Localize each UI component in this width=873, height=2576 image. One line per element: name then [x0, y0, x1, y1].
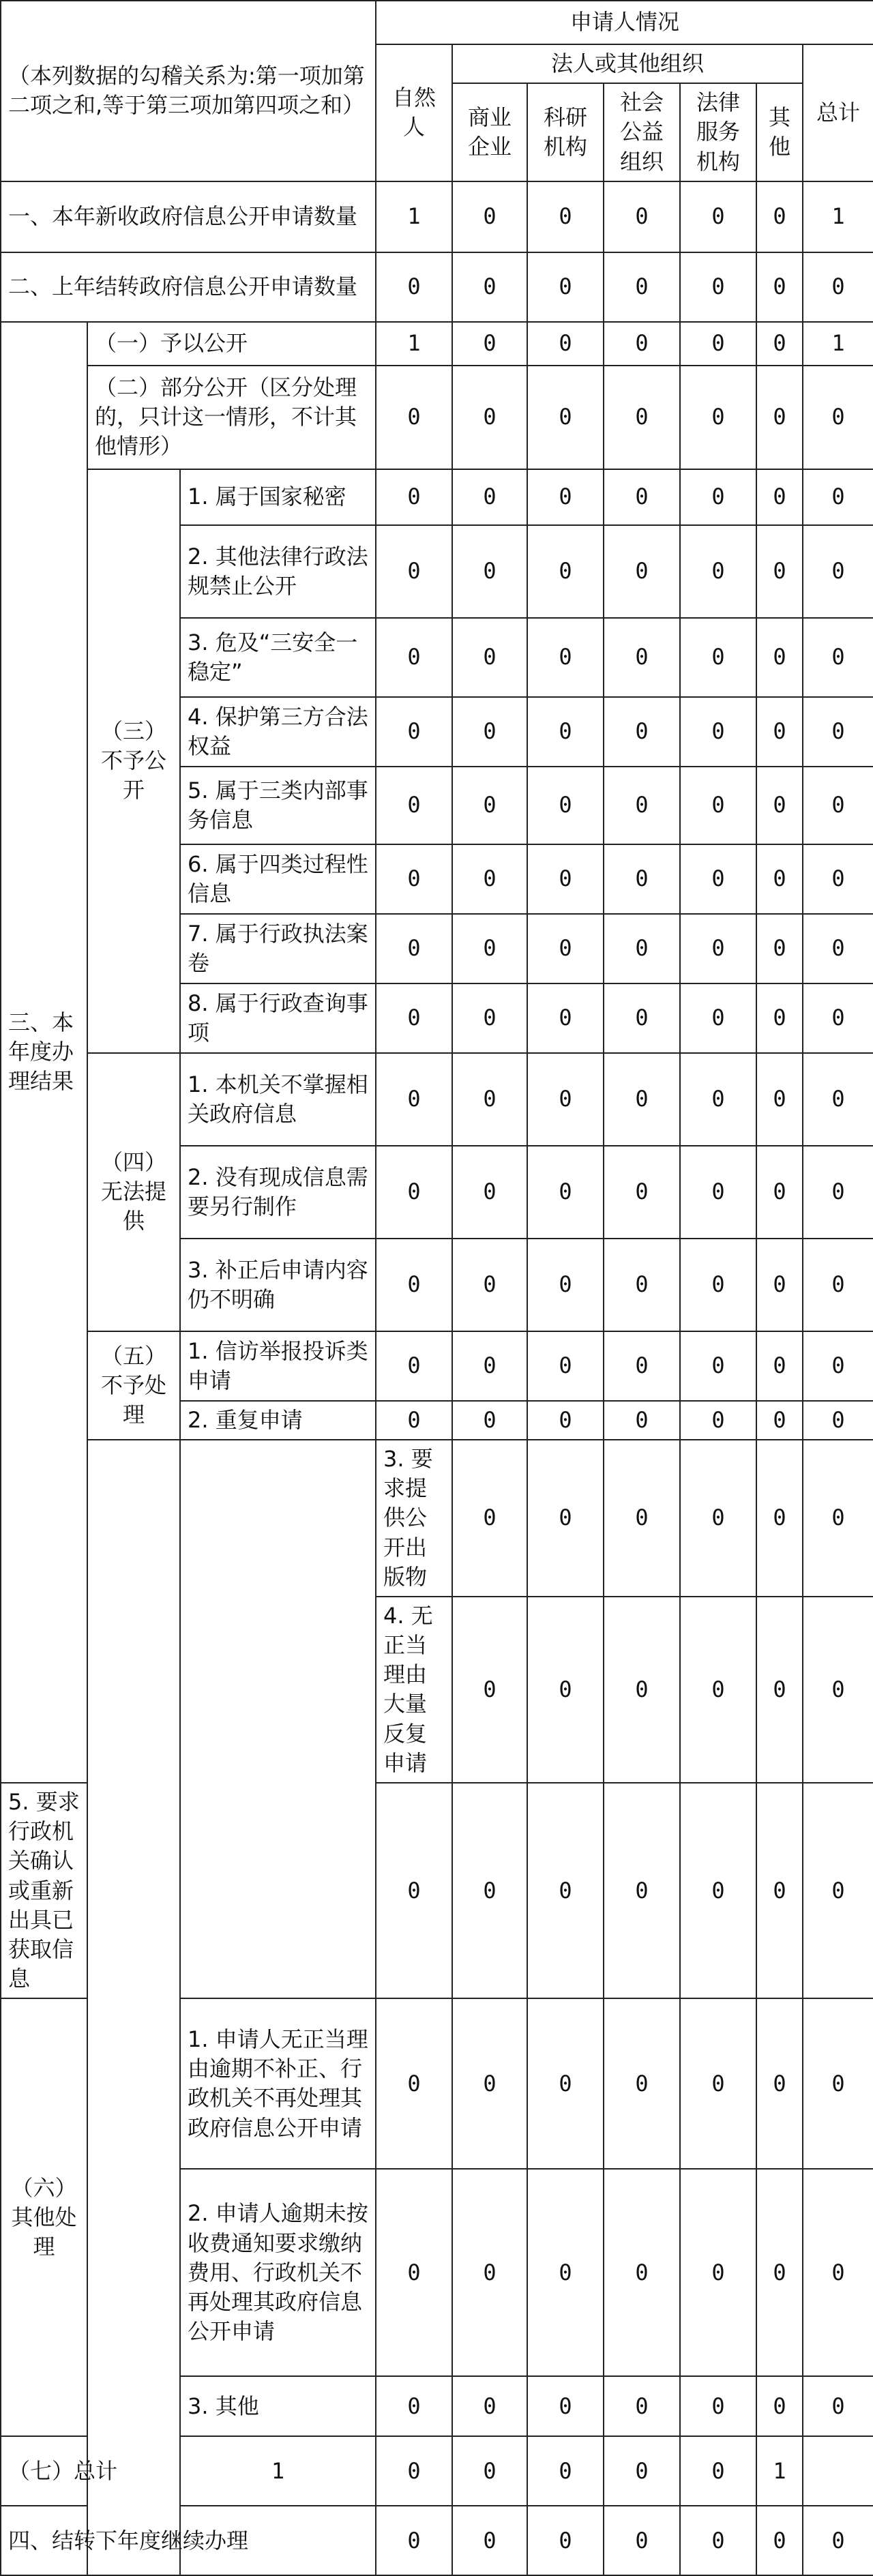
cell: 0: [452, 1331, 527, 1401]
cell: 0: [452, 1239, 527, 1331]
label-carried-over: 二、上年结转政府信息公开申请数量: [1, 252, 376, 322]
item-label: 2. 其他法律行政法规禁止公开: [180, 525, 376, 618]
cell: 0: [803, 2169, 873, 2376]
cell: 0: [527, 618, 604, 697]
cell: 0: [756, 1239, 803, 1331]
cell: 0: [527, 1401, 604, 1440]
cell: 0: [604, 1440, 680, 1597]
cell: 0: [527, 767, 604, 844]
cell: 0: [527, 1998, 604, 2169]
cell: 0: [756, 1597, 803, 1783]
cell: 0: [376, 1783, 452, 1998]
header-legal-group: 法人或其他组织: [452, 44, 803, 83]
cell: 0: [376, 618, 452, 697]
cell: 0: [756, 1053, 803, 1146]
label-carry-forward: 四、结转下年度继续办理: [1, 2506, 376, 2575]
item-label: 3. 其他: [180, 2376, 376, 2436]
cell: 0: [756, 767, 803, 844]
cell: 0: [756, 1440, 803, 1597]
cell: 1: [376, 181, 452, 252]
row-results-total: [1, 2436, 873, 2506]
cell: 0: [756, 1331, 803, 1401]
cell: 0: [376, 2376, 452, 2436]
cell: 0: [376, 983, 452, 1053]
item-label: 4. 无正当理由大量反复申请: [376, 1597, 452, 1783]
label-new-requests: 一、本年新收政府信息公开申请数量: [1, 181, 376, 252]
cell: 0: [803, 844, 873, 914]
cell: 0: [604, 525, 680, 618]
cell: 0: [527, 1053, 604, 1146]
cell: 0: [803, 525, 873, 618]
cell: 0: [376, 914, 452, 983]
label-unavailable: （四）无法提供: [87, 1053, 180, 1331]
cell: 0: [803, 1239, 873, 1331]
cell: 0: [803, 983, 873, 1053]
cell: 0: [756, 697, 803, 767]
cell: 0: [452, 914, 527, 983]
cell: 0: [803, 1331, 873, 1401]
row-disclosed: [1, 322, 873, 366]
cell: 0: [604, 983, 680, 1053]
cell: 0: [604, 1597, 680, 1783]
cell: 1: [180, 2436, 376, 2506]
item-label: 1. 信访举报投诉类申请: [180, 1331, 376, 1401]
cell: 0: [803, 1053, 873, 1146]
cell: 0: [680, 1401, 756, 1440]
cell: 0: [604, 914, 680, 983]
label-partially-disclosed: （二）部分公开（区分处理的，只计这一情形，不计其他情形）: [87, 366, 376, 469]
cell: 0: [452, 1401, 527, 1440]
cell: 0: [376, 2169, 452, 2376]
header-row-1: [1, 1, 873, 44]
item-label: 5. 要求行政机关确认或重新出具已获取信息: [1, 1783, 87, 1998]
header-other: 其他: [756, 83, 803, 181]
cell: 0: [527, 252, 604, 322]
cell: 0: [527, 366, 604, 469]
cell: 0: [680, 1331, 756, 1401]
item-label: 2. 重复申请: [180, 1401, 376, 1440]
cell: 0: [803, 1440, 873, 1597]
item-label: 1. 申请人无正当理由逾期不补正、行政机关不再处理其政府信息公开申请: [180, 1998, 376, 2169]
cell: 0: [452, 2169, 527, 2376]
cell: 0: [803, 697, 873, 767]
cell: 0: [604, 1053, 680, 1146]
cell: 0: [803, 1998, 873, 2169]
cell: 0: [680, 525, 756, 618]
cell: 0: [803, 1783, 873, 1998]
cell: 0: [376, 844, 452, 914]
cell: 0: [680, 914, 756, 983]
item-label: 3. 补正后申请内容仍不明确: [180, 1239, 376, 1331]
cell: 0: [680, 322, 756, 366]
cell: 0: [756, 1401, 803, 1440]
cell: 0: [604, 252, 680, 322]
cell: 0: [376, 1053, 452, 1146]
header-total: 总计: [803, 44, 873, 181]
item-label: 3. 危及“三安全一稳定”: [180, 618, 376, 697]
label-results: 三、本年度办理结果: [1, 322, 87, 1783]
row-not-processed-3: [1, 1440, 873, 1597]
cell: 0: [680, 2169, 756, 2376]
cell: 0: [452, 1440, 527, 1597]
cell: 0: [680, 469, 756, 525]
cell: 0: [803, 1401, 873, 1440]
cell: 0: [803, 366, 873, 469]
cell: 0: [756, 1783, 803, 1998]
cell: 0: [527, 525, 604, 618]
item-label: 1. 本机关不掌握相关政府信息: [180, 1053, 376, 1146]
cell: 0: [680, 618, 756, 697]
cell: 0: [680, 1597, 756, 1783]
cell: 0: [604, 618, 680, 697]
cell: 0: [756, 844, 803, 914]
cell: 0: [604, 181, 680, 252]
cell: 1: [376, 322, 452, 366]
cell: 0: [527, 844, 604, 914]
item-label: 6. 属于四类过程性信息: [180, 844, 376, 914]
row-carried-over: [1, 252, 873, 322]
cell: 0: [527, 1783, 604, 1998]
cell: 0: [527, 914, 604, 983]
cell: 0: [680, 983, 756, 1053]
cell: 0: [756, 322, 803, 366]
cell: 0: [527, 1440, 604, 1597]
cell: 0: [452, 618, 527, 697]
cell: 0: [756, 252, 803, 322]
cell: 0: [527, 1146, 604, 1239]
cell: 0: [604, 2506, 680, 2575]
cell: 0: [452, 767, 527, 844]
header-note: （本列数据的勾稽关系为:第一项加第二项之和,等于第三项加第四项之和）: [1, 1, 376, 181]
cell: 0: [680, 844, 756, 914]
row-partially-disclosed: [1, 366, 873, 469]
cell: 0: [756, 983, 803, 1053]
cell: 0: [376, 1998, 452, 2169]
cell: 0: [376, 697, 452, 767]
label-results-total: （七）总计: [1, 2436, 180, 2506]
cell: 0: [680, 1998, 756, 2169]
cell: 0: [604, 767, 680, 844]
cell: 0: [452, 525, 527, 618]
cell: 0: [604, 469, 680, 525]
cell: 0: [452, 252, 527, 322]
cell: 0: [452, 322, 527, 366]
cell: 0: [376, 366, 452, 469]
cell: 0: [376, 2436, 452, 2506]
cell: 0: [604, 2376, 680, 2436]
cell: 0: [527, 2169, 604, 2376]
cell: 0: [604, 2436, 680, 2506]
cell: 0: [604, 697, 680, 767]
cell: 0: [680, 767, 756, 844]
cell: 0: [527, 469, 604, 525]
cell: 0: [527, 2436, 604, 2506]
cell: 0: [604, 1331, 680, 1401]
cell: 0: [680, 697, 756, 767]
cell: 0: [756, 525, 803, 618]
cell: 0: [452, 2376, 527, 2436]
header-applicant: 申请人情况: [376, 1, 873, 44]
cell: 0: [452, 469, 527, 525]
cell: 0: [680, 1440, 756, 1597]
cell: 0: [604, 1998, 680, 2169]
cell: 0: [452, 697, 527, 767]
cell: 0: [604, 1783, 680, 1998]
cell: 0: [376, 1239, 452, 1331]
cell: 0: [527, 322, 604, 366]
cell: 0: [680, 366, 756, 469]
item-label: 2. 没有现成信息需要另行制作: [180, 1146, 376, 1239]
row-unavailable-1: [1, 1053, 873, 1146]
cell: 0: [803, 767, 873, 844]
cell: 0: [527, 2506, 604, 2575]
cell: 0: [452, 366, 527, 469]
label-disclosed: （一）予以公开: [87, 322, 376, 366]
header-natural-person: 自然人: [376, 44, 452, 181]
cell: 0: [527, 181, 604, 252]
cell: 0: [803, 469, 873, 525]
cell: 0: [376, 469, 452, 525]
item-label: 5. 属于三类内部事务信息: [180, 767, 376, 844]
cell: 0: [452, 181, 527, 252]
cell: 1: [803, 322, 873, 366]
item-label: 7. 属于行政执法案卷: [180, 914, 376, 983]
label-withheld: （三）不予公开: [87, 469, 180, 1053]
item-label: 2. 申请人逾期未按收费通知要求缴纳费用、行政机关不再处理其政府信息公开申请: [180, 2169, 376, 2376]
cell: 0: [376, 1146, 452, 1239]
cell: 0: [376, 767, 452, 844]
cell: 0: [604, 1239, 680, 1331]
cell: 0: [604, 2169, 680, 2376]
cell: 0: [376, 252, 452, 322]
cell: 0: [803, 1146, 873, 1239]
header-legal-service: 法律服务机构: [680, 83, 756, 181]
item-label: 1. 属于国家秘密: [180, 469, 376, 525]
cell: 0: [452, 2506, 527, 2575]
cell: 0: [604, 844, 680, 914]
cell: 0: [376, 525, 452, 618]
cell: 0: [680, 1783, 756, 1998]
cell: 0: [452, 2436, 527, 2506]
cell: 0: [527, 1331, 604, 1401]
item-label: 8. 属于行政查询事项: [180, 983, 376, 1053]
cell: 0: [604, 1401, 680, 1440]
cell: 0: [452, 1597, 527, 1783]
cell: 0: [756, 914, 803, 983]
cell: 0: [452, 844, 527, 914]
header-research: 科研机构: [527, 83, 604, 181]
cell: 0: [376, 1401, 452, 1440]
cell: 0: [680, 2506, 756, 2575]
cell: 0: [680, 181, 756, 252]
cell: 0: [756, 618, 803, 697]
cell: 0: [604, 1146, 680, 1239]
row-new-requests: [1, 181, 873, 252]
row-not-processed-1: [1, 1331, 873, 1401]
cell: 0: [680, 252, 756, 322]
cell: 0: [376, 1331, 452, 1401]
cell: 0: [452, 1146, 527, 1239]
row-withheld-1: [1, 469, 873, 525]
cell: 0: [756, 2506, 803, 2575]
cell: 0: [803, 914, 873, 983]
item-label: 3. 要求提供公开出版物: [376, 1440, 452, 1597]
header-social: 社会公益组织: [604, 83, 680, 181]
cell: 0: [376, 2506, 452, 2575]
cell: 0: [527, 1239, 604, 1331]
cell: 0: [803, 1597, 873, 1783]
cell: 0: [527, 2376, 604, 2436]
cell: 0: [680, 2376, 756, 2436]
cell: 0: [756, 2376, 803, 2436]
cell: 1: [803, 181, 873, 252]
continuation-blank: [87, 1440, 180, 2575]
cell: 0: [756, 2169, 803, 2376]
label-not-processed: （五）不予处理: [87, 1331, 180, 1440]
continuation-blank-sub: [180, 1440, 376, 1998]
cell: 0: [604, 366, 680, 469]
cell: 0: [604, 322, 680, 366]
cell: 0: [452, 983, 527, 1053]
cell: 0: [803, 618, 873, 697]
cell: 0: [680, 1053, 756, 1146]
cell: 0: [527, 1597, 604, 1783]
cell: 0: [756, 366, 803, 469]
cell: 0: [803, 252, 873, 322]
row-carry-forward: [1, 2506, 873, 2575]
cell: 0: [452, 1998, 527, 2169]
cell: 0: [527, 697, 604, 767]
cell: 0: [756, 469, 803, 525]
cell: 0: [756, 181, 803, 252]
cell: 0: [680, 2436, 756, 2506]
cell: 0: [756, 1998, 803, 2169]
cell: 0: [803, 2376, 873, 2436]
header-commercial: 商业企业: [452, 83, 527, 181]
cell: 0: [680, 1146, 756, 1239]
cell: 0: [452, 1783, 527, 1998]
cell: 0: [803, 2506, 873, 2575]
cell: 1: [756, 2436, 803, 2506]
label-other-handling: （六）其他处理: [1, 1998, 87, 2436]
item-label: 4. 保护第三方合法权益: [180, 697, 376, 767]
cell: 0: [527, 983, 604, 1053]
cell: 0: [756, 1146, 803, 1239]
cell: 0: [680, 1239, 756, 1331]
cell: 0: [452, 1053, 527, 1146]
